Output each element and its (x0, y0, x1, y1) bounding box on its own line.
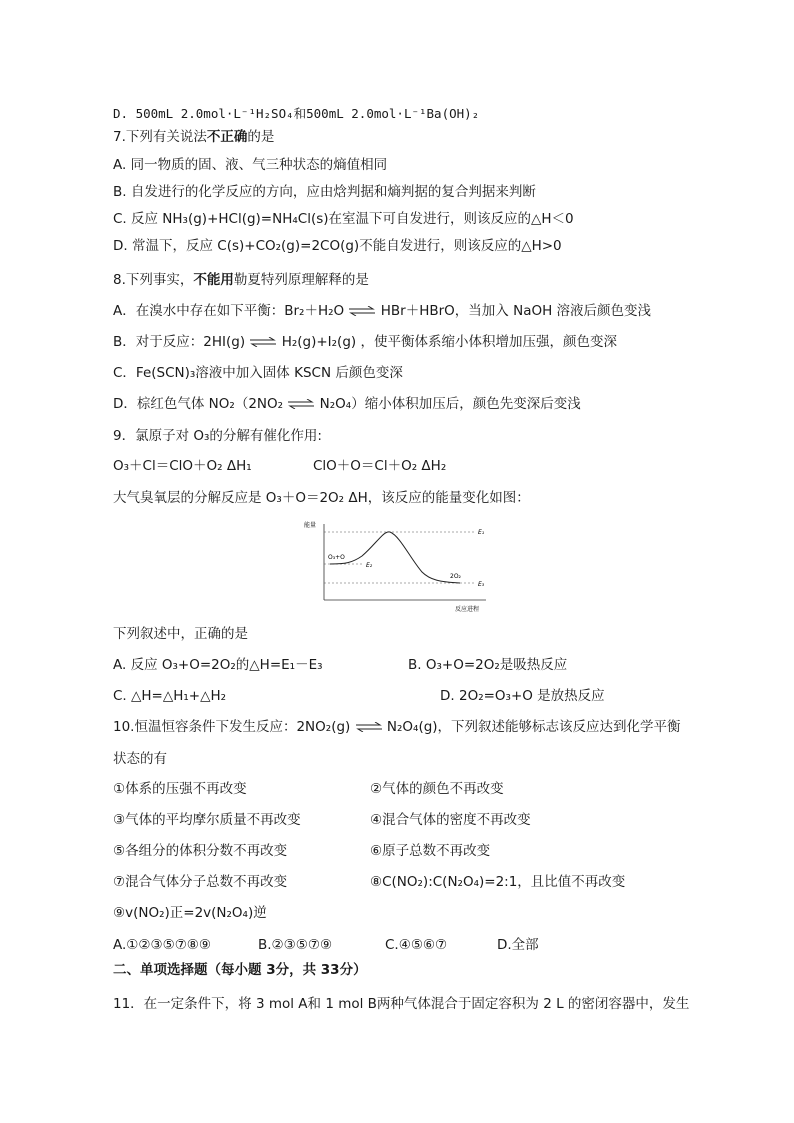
diagram-start-label: O₃+O (328, 554, 345, 561)
diagram-end-label: 2O₂ (450, 573, 461, 580)
q7-stem-a: 7.下列有关说法 (113, 129, 207, 145)
q11-stem: 11．在一定条件下，将 3 mol A和 1 mol B两种气体混合于固定容积为 2 L 的密闭容器中，发生 (113, 996, 690, 1012)
q8-option-b-left: B．对于反应：2HI(g) (113, 334, 246, 350)
q10-stem (113, 717, 681, 737)
q7-option-a: A. 同一物质的固、液、气三种状态的熵值相同 (113, 157, 388, 173)
q10-item-3: ③气体的平均摩尔质量不再改变 (113, 812, 301, 828)
diagram-xlabel: 反应进程 (455, 606, 480, 613)
q10-stem-b: N₂O₄(g)，下列叙述能够标志该反应达到化学平衡 (386, 719, 681, 735)
q7-stem (113, 127, 274, 147)
q8-option-b (113, 332, 617, 352)
diagram-e3-label: E₃ (478, 581, 485, 588)
q9-equation-1: O₃＋Cl＝ClO＋O₂ ΔH₁ (113, 458, 252, 474)
q8-option-a (113, 301, 651, 321)
q8-stem-c: 勒夏特列原理解释的是 (233, 272, 369, 288)
q10-option-c: C.④⑤⑥⑦ (385, 937, 448, 953)
section-2-title: 二、单项选择题（每小题 3分，共 33分） (113, 962, 367, 978)
q8-stem-a: 8.下列事实， (113, 272, 194, 288)
q10-option-b: B.②③⑤⑦⑨ (258, 937, 333, 953)
q8-stem (113, 270, 369, 290)
q9-option-d: D. 2O₂=O₃+O 是放热反应 (440, 688, 605, 704)
q10-item-2: ②气体的颜色不再改变 (370, 781, 504, 797)
q10-stem-c: 状态的有 (113, 751, 167, 767)
q7-stem-emphasis: 不正确 (206, 129, 248, 145)
q9-description: 大气臭氧层的分解反应是 O₃＋O＝2O₂ ΔH，该反应的能量变化如图： (113, 490, 530, 506)
diagram-e1-label: E₁ (478, 529, 485, 536)
q10-item-8: ⑧C(NO₂):C(N₂O₄)=2:1，且比值不再改变 (370, 874, 626, 890)
q9-ask: 下列叙述中，正确的是 (113, 626, 248, 642)
q9-equation-2: ClO＋O＝Cl＋O₂ ΔH₂ (313, 458, 447, 474)
q9-option-a: A. 反应 O₃+O=2O₂的△H=E₁－E₃ (113, 657, 323, 673)
q10-stem-a: 10.恒温恒容条件下发生反应：2NO₂(g) (113, 719, 351, 735)
energy-diagram (300, 518, 500, 618)
q8-stem-emphasis: 不能用 (193, 272, 234, 288)
q7-option-b: B. 自发进行的化学反应的方向，应由焓判据和熵判据的复合判据来判断 (113, 184, 536, 200)
equilibrium-arrow-icon (348, 306, 376, 316)
q9-option-c: C. △H=△H₁+△H₂ (113, 688, 227, 704)
q8-option-d-left: D．棕红色气体 NO₂（2NO₂ (113, 396, 284, 412)
q10-item-5: ⑤各组分的体积分数不再改变 (113, 843, 288, 859)
q7-option-c: C. 反应 NH₃(g)+HCl(g)=NH₄Cl(s)在室温下可自发进行，则该反应的△H＜0 (113, 211, 574, 227)
q8-option-b-right: H₂(g)+I₂(g) ，使平衡体系缩小体积增加压强，颜色变深 (281, 334, 617, 350)
q9-stem: 9．氯原子对 O₃的分解有催化作用: (113, 428, 322, 444)
q10-item-6: ⑥原子总数不再改变 (370, 843, 491, 859)
q8-option-d (113, 394, 581, 414)
q7-stem-c: 的是 (247, 129, 275, 145)
q8-option-a-left: A．在溴水中存在如下平衡：Br₂＋H₂O (113, 303, 345, 319)
diagram-e2-label: E₂ (366, 562, 373, 569)
q8-option-d-right: N₂O₄）缩小体积加压后，颜色先变深后变浅 (319, 396, 581, 412)
q8-option-a-right: HBr＋HBrO，当加入 NaOH 溶液后颜色变浅 (380, 303, 652, 319)
q10-item-9: ⑨v(NO₂)正=2v(N₂O₄)逆 (113, 905, 267, 921)
q8-option-c: C．Fe(SCN)₃溶液中加入固体 KSCN 后颜色变深 (113, 365, 403, 381)
q6-option-d: D. 500mL 2.0mol·L⁻¹H₂SO₄和500mL 2.0mol·L⁻¹Ba(OH)₂ (113, 106, 480, 121)
q10-item-7: ⑦混合气体分子总数不再改变 (113, 874, 288, 890)
q10-option-d: D.全部 (497, 937, 539, 953)
equilibrium-arrow-icon (249, 337, 277, 347)
q10-item-1: ①体系的压强不再改变 (113, 781, 247, 797)
q9-option-b: B. O₃+O=2O₂是吸热反应 (408, 657, 568, 673)
reaction-curve (330, 532, 460, 583)
q10-item-4: ④混合气体的密度不再改变 (370, 812, 531, 828)
q7-option-d: D. 常温下，反应 C(s)+CO₂(g)=2CO(g)不能自发进行，则该反应的△H>0 (113, 238, 562, 254)
equilibrium-arrow-icon (287, 399, 315, 409)
equilibrium-arrow-icon (355, 722, 383, 732)
diagram-ylabel: 能量 (304, 522, 317, 529)
q10-option-a: A.①②③⑤⑦⑧⑨ (113, 937, 212, 953)
